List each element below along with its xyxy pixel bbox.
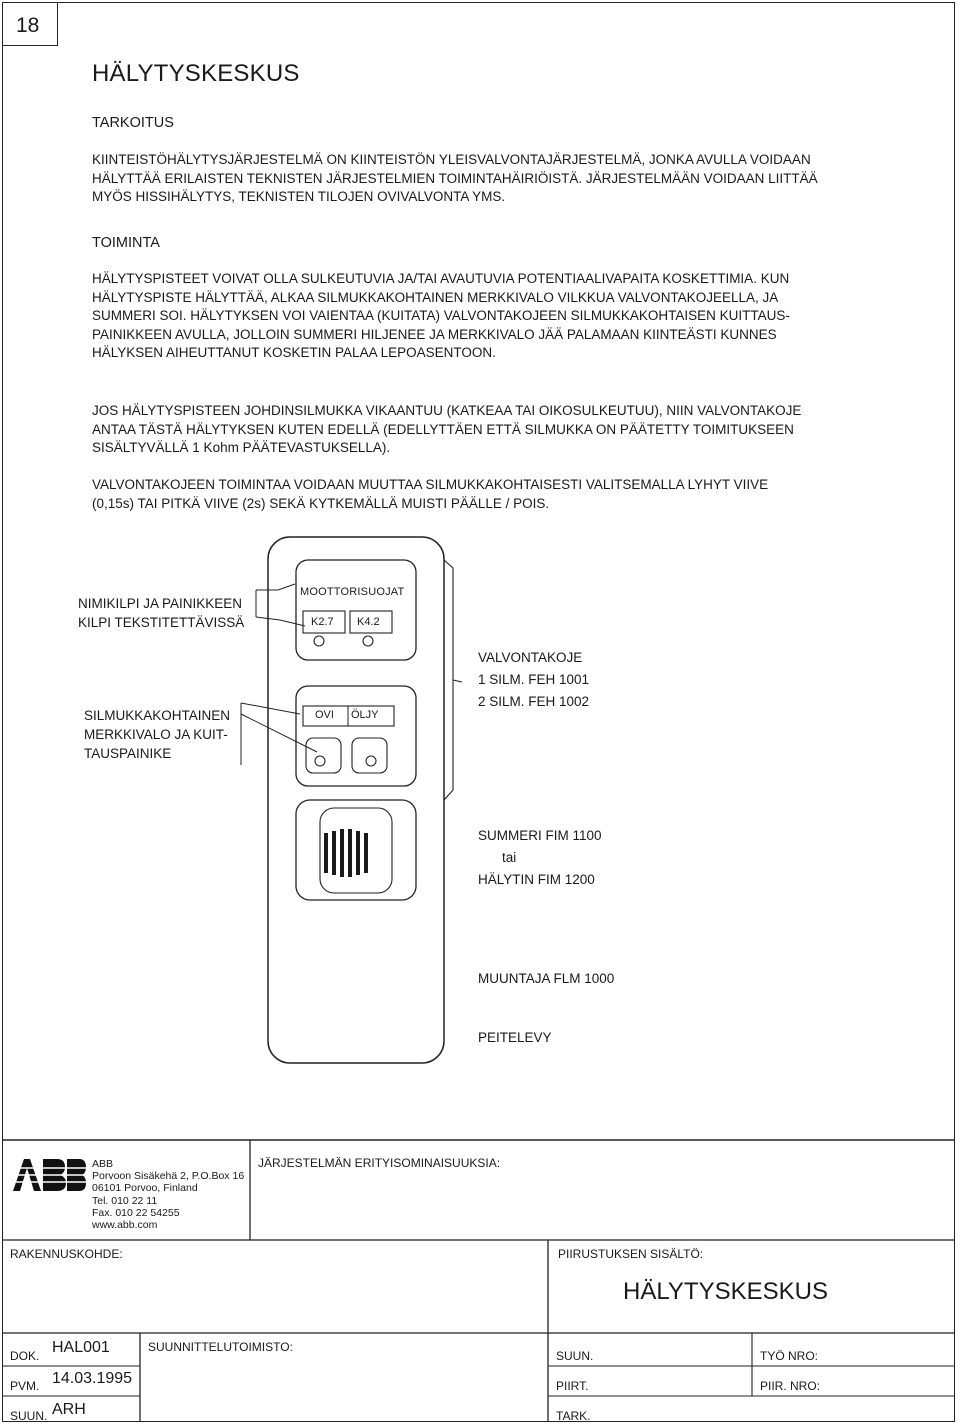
button-label-2: K4.2 [357,616,380,628]
device-line-1: 1 SILM. FEH 1001 [478,672,590,687]
designer-label: SUUN. [10,1409,48,1423]
zone-label-2: ÖLJY [351,709,379,721]
drawing-number-label: PIIR. NRO: [760,1379,821,1393]
cover-label: PEITELEVY [478,1030,552,1045]
piirt-label: PIIRT. [556,1379,589,1393]
button-label-1: K2.7 [311,616,334,628]
function-heading: TOIMINTA [92,235,160,251]
page-title: HÄLYTYSKESKUS [92,60,300,87]
date-value: 14.03.1995 [52,1370,133,1387]
buzzer-line-1: SUMMERI FIM 1100 [478,828,602,843]
purpose-text: KIINTEISTÖHÄLYTYSJÄRJESTELMÄ ON KIINTEISTÖN YLEISVALVONTAJÄRJESTELMÄ, JONKA AVULLA VOIDAAN HÄLYTTÄÄ ERILAISTEN TEKNISTEN JÄRJESTELMIEN TOIMINTAHÄIRIÖISTÄ. JÄRJESTELMÄÄN VOIDAAN LIITTÄÄ MYÖS HISSIHÄLYTYS, TEKNISTEN TILOJEN OVIVALVONTA YMS. [92,152,818,204]
purpose-heading: TARKOITUS [92,115,174,131]
designer-value: ARH [52,1401,86,1418]
function-text: HÄLYTYSPISTEET VOIVAT OLLA SULKEUTUVIA JA/TAI AVAUTUVIA POTENTIAALIVAPAITA KOSKETTIMIA. KUN HÄLYTYSPISTE HÄLYTTÄÄ, ALKAA SILMUKKAKOHTAINEN MERKKIVALO VILKKUA VALVONTAKOJEELLA, JA SUMMERI SOI. HÄLYTYKSEN VOI VAIENTAA (KUITATA) VALVONTAKOJEEN SILMUKKAKOHTAISEN KUITTAUS- PAINIKKEEN AVULLA, JOLLOIN SUMMERI HILJENEE JA MERKKIVALO JÄÄ PALAMAAN KIINTEÄSTI KUNNES HÄLYKSEN AIHEUTTANUT KOSKETIN PALAA LEPOASENTOON. [92,271,790,360]
company-address: ABB Porvoon Sisäkehä 2, P.O.Box 16 06101 Porvoo, Finland Tel. 010 22 11 Fax. 010 22 54255 www.abb.com [92,1158,245,1232]
nameplate-label: MOOTTORISUOJAT [300,586,405,598]
tark-label: TARK. [556,1409,591,1423]
doc-value: HAL001 [52,1339,110,1356]
buzzer-line-2: tai [502,850,517,865]
building-label: RAKENNUSKOHDE: [10,1247,123,1261]
delay-text: VALVONTAKOJEEN TOIMINTAA VOIDAAN MUUTTAA SILMUKKAKOHTAISESTI VALITSEMALLA LYHYT VIIVE (0,15s) TAI PITKÄ VIIVE (2s) SEKÄ KYTKEMÄLLÄ MUISTI PÄÄLLE / POIS. [92,477,769,511]
device-title: VALVONTAKOJE [478,650,583,665]
buzzer-line-3: HÄLYTIN FIM 1200 [478,872,595,887]
doc-label: DOK. [10,1349,40,1363]
abb-logo-mark [10,1150,86,1200]
callout-indicator: SILMUKKAKOHTAINEN MERKKIVALO JA KUIT- TAUSPAINIKE [84,708,231,761]
device-line-2: 2 SILM. FEH 1002 [478,694,590,709]
date-label: PVM. [10,1379,40,1393]
fault-text: JOS HÄLYTYSPISTEEN JOHDINSILMUKKA VIKAANTUU (KATKEAA TAI OIKOSULKEUTUU), NIIN VALVONTAKOJE ANTAA TÄSTÄ HÄLYTYKSEN KUTEN EDELLÄ (EDELLYTTÄEN ETTÄ SILMUKKA ON PÄÄTETTY TOIMITUKSEEN SISÄLTYVÄLLÄ 1 Kohm PÄÄTEVASTUKSELLA). [92,403,802,455]
design-office-label: SUUNNITTELUTOIMISTO: [148,1340,293,1354]
drawing-content: HÄLYTYSKESKUS [623,1278,828,1305]
callout-nameplate: NIMIKILPI JA PAINIKKEEN KILPI TEKSTITETTÄVISSÄ [78,596,245,630]
converter-label: MUUNTAJA FLM 1000 [478,971,615,986]
drawing-content-label: PIIRUSTUKSEN SISÄLTÖ: [558,1247,704,1261]
special-features-label: JÄRJESTELMÄN ERITYISOMINAISUUKSIA: [258,1156,501,1170]
abb-logo [10,1150,86,1200]
zone-label-1: OVI [315,709,334,721]
work-number-label: TYÖ NRO: [760,1349,819,1363]
suun-label: SUUN. [556,1349,594,1363]
page-number: 18 [16,14,40,37]
